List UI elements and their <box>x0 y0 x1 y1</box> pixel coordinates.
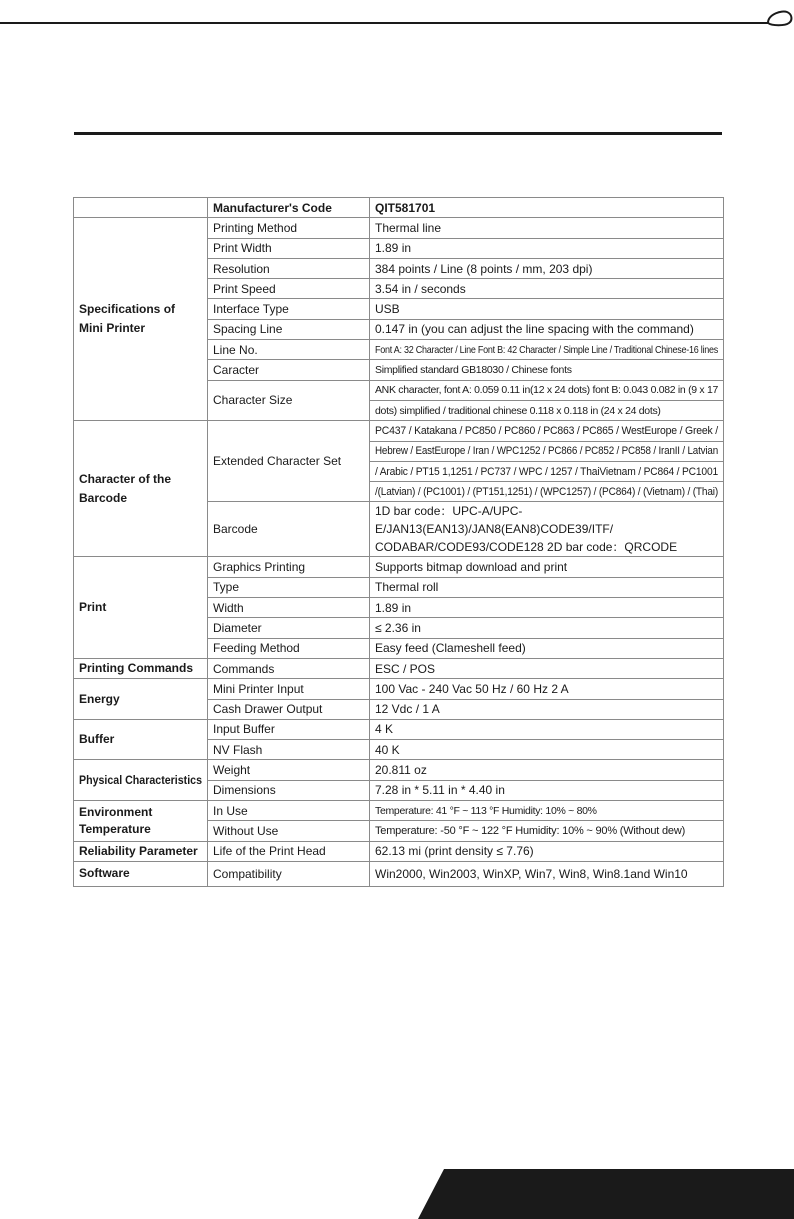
spec-label: Feeding Method <box>208 638 370 658</box>
spec-table <box>73 197 724 887</box>
category-environment: Environment Temperature <box>74 801 208 842</box>
header-value: QIT581701 <box>370 198 724 218</box>
spec-value: Thermal roll <box>370 577 724 597</box>
spec-value: / Arabic / PT15 1,1251 / PC737 / WPC / 1257 / ThaiVietnam / PC864 / PC1001 <box>370 461 724 481</box>
spec-value: ANK character, font A: 0.059 0.11 in(12 x 24 dots) font B: 0.043 0.082 in (9 x 17 <box>370 380 724 400</box>
spec-value <box>370 502 724 557</box>
spec-label: Extended Character Set <box>208 421 370 502</box>
spec-value: 4 K <box>370 719 724 739</box>
spec-value: Simplified standard GB18030 / Chinese fonts <box>370 360 724 380</box>
spec-value: 100 Vac - 240 Vac 50 Hz / 60 Hz 2 A <box>370 679 724 699</box>
spec-label: Input Buffer <box>208 719 370 739</box>
table-row <box>74 719 724 739</box>
spec-value: Hebrew / EastEurope / Iran / WPC1252 / PC866 / PC852 / PC858 / IranII / Latvian <box>370 441 724 461</box>
spec-value: PC437 / Katakana / PC850 / PC860 / PC863 / PC865 / WestEurope / Greek / <box>370 421 724 441</box>
category-energy: Energy <box>74 679 208 720</box>
spec-value: 62.13 mi (print density ≤ 7.76) <box>370 841 724 861</box>
category-software: Software <box>74 861 208 886</box>
spec-value: 0.147 in (you can adjust the line spacing with the command) <box>370 319 724 339</box>
spec-label: Line No. <box>208 340 370 360</box>
table-row <box>74 861 724 886</box>
spec-value: USB <box>370 299 724 319</box>
table-row <box>74 760 724 780</box>
empty-cell <box>74 198 208 218</box>
spec-value: Temperature: 41 °F ~ 113 °F Humidity: 10% ~ 80% <box>370 801 724 821</box>
barcode-line-2: CODABAR/CODE93/CODE128 2D bar code：QRCODE <box>375 540 678 555</box>
table-row <box>74 557 724 577</box>
corner-tab-decoration <box>418 1169 794 1219</box>
category-specifications: Specifications of Mini Printer <box>74 218 208 421</box>
spec-label: Diameter <box>208 618 370 638</box>
table-header-row <box>74 198 724 218</box>
spec-label: Life of the Print Head <box>208 841 370 861</box>
spec-value: 20.811 oz <box>370 760 724 780</box>
category-barcode: Character of the Barcode <box>74 421 208 557</box>
category-reliability: Reliability Parameter <box>74 841 208 861</box>
spec-label: Mini Printer Input <box>208 679 370 699</box>
spec-label: Resolution <box>208 258 370 278</box>
table-row <box>74 218 724 238</box>
spec-label: Character Size <box>208 380 370 421</box>
spec-label: Barcode <box>208 502 370 557</box>
table-row <box>74 421 724 441</box>
spec-label: Commands <box>208 658 370 678</box>
spec-value: /(Latvian) / (PC1001) / (PT151,1251) / (WPC1257) / (PC864) / (Vietnam) / (Thai) <box>370 482 724 502</box>
spec-label: Spacing Line <box>208 319 370 339</box>
spec-label: Dimensions <box>208 780 370 800</box>
table-row <box>74 841 724 861</box>
category-print: Print <box>74 557 208 658</box>
spec-label: Print Width <box>208 238 370 258</box>
spec-value: Thermal line <box>370 218 724 238</box>
spec-label: NV Flash <box>208 740 370 760</box>
category-printing-commands: Printing Commands <box>74 658 208 678</box>
spec-value: 3.54 in / seconds <box>370 279 724 299</box>
spec-value: 384 points / Line (8 points / mm, 203 dpi) <box>370 258 724 278</box>
spec-label: Cash Drawer Output <box>208 699 370 719</box>
spec-value: Temperature: -50 °F ~ 122 °F Humidity: 10% ~ 90% (Without dew) <box>370 821 724 841</box>
category-buffer: Buffer <box>74 719 208 760</box>
spec-label: In Use <box>208 801 370 821</box>
spec-label: Type <box>208 577 370 597</box>
scissors-cut-line <box>0 0 794 45</box>
spec-label: Weight <box>208 760 370 780</box>
table-row <box>74 658 724 678</box>
spec-value: 40 K <box>370 740 724 760</box>
spec-value: 1.89 in <box>370 238 724 258</box>
spec-label: Interface Type <box>208 299 370 319</box>
spec-label: Without Use <box>208 821 370 841</box>
spec-value: 12 Vdc / 1 A <box>370 699 724 719</box>
spec-value: Win2000, Win2003, WinXP, Win7, Win8, Win8.1and Win10 <box>370 861 724 886</box>
spec-label: Compatibility <box>208 861 370 886</box>
table-row <box>74 801 724 821</box>
spec-value: ESC / POS <box>370 658 724 678</box>
spec-value: 7.28 in * 5.11 in * 4.40 in <box>370 780 724 800</box>
header-rule <box>74 132 722 135</box>
spec-label: Print Speed <box>208 279 370 299</box>
spec-label: Caracter <box>208 360 370 380</box>
spec-label: Width <box>208 598 370 618</box>
spec-value: Font A: 32 Character / Line Font B: 42 Character / Simple Line / Traditional Chinese-16 lines <box>370 340 724 360</box>
category-physical: Physical Characteristics <box>74 760 208 801</box>
spec-value: Supports bitmap download and print <box>370 557 724 577</box>
spec-value: dots) simplified / traditional chinese 0.118 x 0.118 in (24 x 24 dots) <box>370 400 724 420</box>
barcode-line-1: 1D bar code：UPC-A/UPC-E/JAN13(EAN13)/JAN8(EAN8)CODE39/ITF/ <box>375 504 614 537</box>
header-label: Manufacturer's Code <box>208 198 370 218</box>
spec-label: Printing Method <box>208 218 370 238</box>
spec-value: 1.89 in <box>370 598 724 618</box>
spec-value: ≤ 2.36 in <box>370 618 724 638</box>
table-row <box>74 679 724 699</box>
spec-value: Easy feed (Clameshell feed) <box>370 638 724 658</box>
spec-label: Graphics Printing <box>208 557 370 577</box>
